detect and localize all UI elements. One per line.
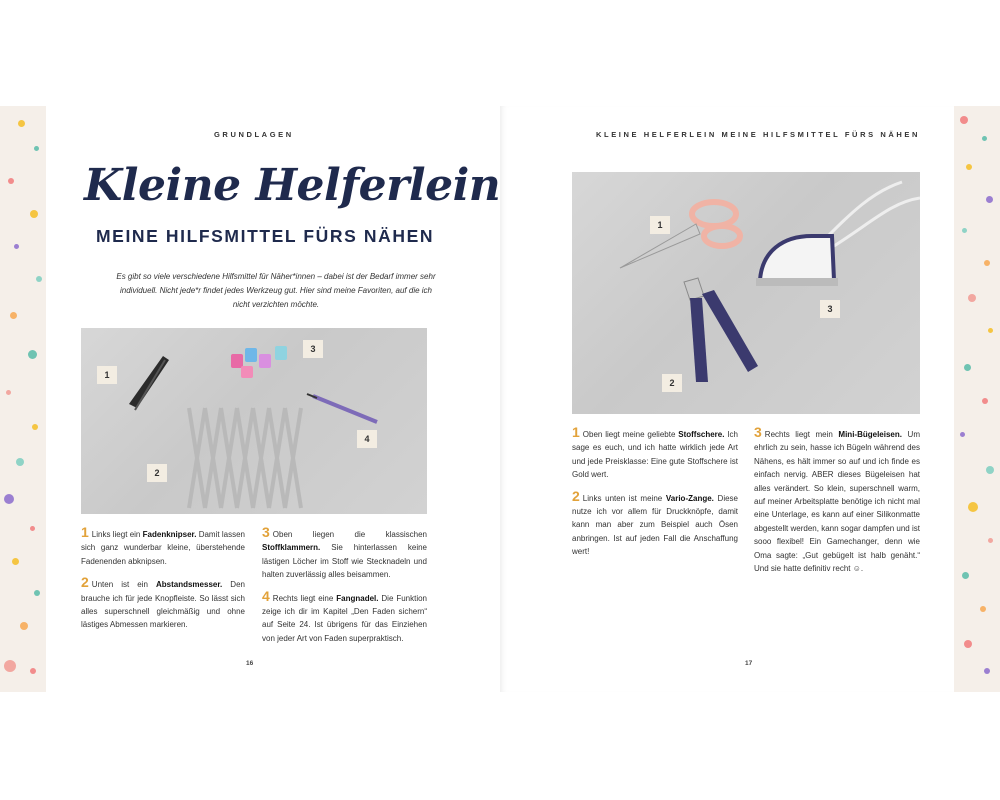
right-decorative-border [954,106,1000,692]
book-spread [0,106,1000,692]
confetti-dot [966,164,972,170]
confetti-dot [10,312,17,319]
confetti-dot [964,364,971,371]
tools-photo-left [81,328,427,514]
confetti-dot [960,116,968,124]
tools-illustration [81,328,427,514]
page-number: 16 [246,660,254,667]
item-paragraph: 2 Links unten ist meine Vario-Zange. Diese nutze ich vor allem für Druckknöpfe, damit kann man aber zum Beispiel auch Ösen anbringen. Ist auf jeden Fall die Anschaffung wert! [572,487,738,557]
confetti-dot [18,120,25,127]
left-text-column-2 [262,526,427,653]
intro-text: Es gibt so viele verschiedene Hilfsmittel für Näher*innen – dabei ist der Bedarf immer sehr individuell. Nicht jede*r findet jedes Werkzeug gut. Hier sind meine Favoriten, auf die ich nicht verzichten möchte. [116,272,436,309]
confetti-dot [982,398,988,404]
item-paragraph: 4 Rechts liegt eine Fangnadel. Die Funktion zeige ich dir im Kapitel „Den Faden sichern“ auf Seite 24. Ist übrigens für das Einziehen von jeder Art von Faden superpraktisch. [262,587,427,643]
confetti-dot [968,502,978,512]
confetti-dot [30,210,38,218]
confetti-dot [962,228,967,233]
confetti-dot [962,572,969,579]
tools-illustration [572,172,920,414]
confetti-dot [984,668,990,674]
confetti-dot [988,538,993,543]
item-paragraph: 3 Rechts liegt mein Mini-Bügeleisen. Um ehrlich zu sein, hasse ich Bügeln während des Nähens, es hält immer so auf und ich finde es einfach nervig. ABER dieses Bügeleisen hat alles verändert. So klein, superschnell warm, auf meiner Arbeitsplatte benötige ich nicht mal eine Unterlage, es kann auf einer Silikonmatte abgestellt werden, kann sogar dampfen und ist sooo flexibel! Ein Gamechanger, denn wie Oma sagte: „Gut gebügelt ist halb genäht.“ Und sie hatte definitiv recht ☺. [754,424,920,574]
item-paragraph: 1 Links liegt ein Fadenknipser. Damit lassen sich ganz wunderbar kleine, überstehende Fadenenden abknipsen. [81,524,245,566]
photo-label-3: 3 [303,340,323,358]
confetti-dot [968,294,976,302]
confetti-dot [20,622,28,630]
confetti-dot [30,668,36,674]
confetti-dot [982,136,987,141]
confetti-dot [32,424,38,430]
item-paragraph: 1 Oben liegt meine geliebte Stoffschere. Ich sage es euch, und ich hatte wirklich jede Art und jede Preisklasse: Eine gute Stoffschere ist Gold wert. [572,424,738,480]
confetti-dot [6,390,11,395]
photo-label-1: 1 [97,366,117,384]
left-text-column-1 [81,526,245,640]
confetti-dot [14,244,19,249]
confetti-dot [8,178,14,184]
photo-label-2: 2 [662,374,682,392]
confetti-dot [986,196,993,203]
confetti-dot [984,260,990,266]
photo-label-3: 3 [820,300,840,318]
confetti-dot [964,640,972,648]
confetti-dot [30,526,35,531]
page-subtitle: MEINE HILFSMITTEL FÜRS NÄHEN [96,226,435,246]
confetti-dot [28,350,37,359]
photo-label-1: 1 [650,216,670,234]
right-page [500,106,954,692]
page-title: Kleine Helferlein [84,160,501,211]
running-head: GRUNDLAGEN [214,130,294,139]
photo-label-2: 2 [147,464,167,482]
photo-label-4: 4 [357,430,377,448]
confetti-dot [988,328,993,333]
page-number: 17 [745,660,753,667]
left-decorative-border [0,106,46,692]
right-text-column-2 [754,426,920,583]
confetti-dot [4,494,14,504]
confetti-dot [12,558,19,565]
left-page [46,106,500,692]
confetti-dot [36,276,42,282]
confetti-dot [980,606,986,612]
confetti-dot [34,590,40,596]
right-text-column-1 [572,426,738,567]
tools-photo-right [572,172,920,414]
running-head: KLEINE HELFERLEIN MEINE HILFSMITTEL FÜRS NÄHEN [596,130,921,139]
confetti-dot [960,432,965,437]
item-paragraph: 3 Oben liegen die klassischen Stoffklammern. Sie hinterlassen keine lästigen Löcher im Stoff wie Stecknadeln und halten zuverlässig alles beisammen. [262,524,427,580]
confetti-dot [34,146,39,151]
confetti-dot [986,466,994,474]
item-paragraph: 2 Unten ist ein Abstandsmesser. Den brauche ich für jede Knopfleiste. So lässt sich alles superschnell gleichmäßig und ohne lästiges Abmessen markieren. [81,574,245,630]
confetti-dot [16,458,24,466]
confetti-dot [4,660,16,672]
